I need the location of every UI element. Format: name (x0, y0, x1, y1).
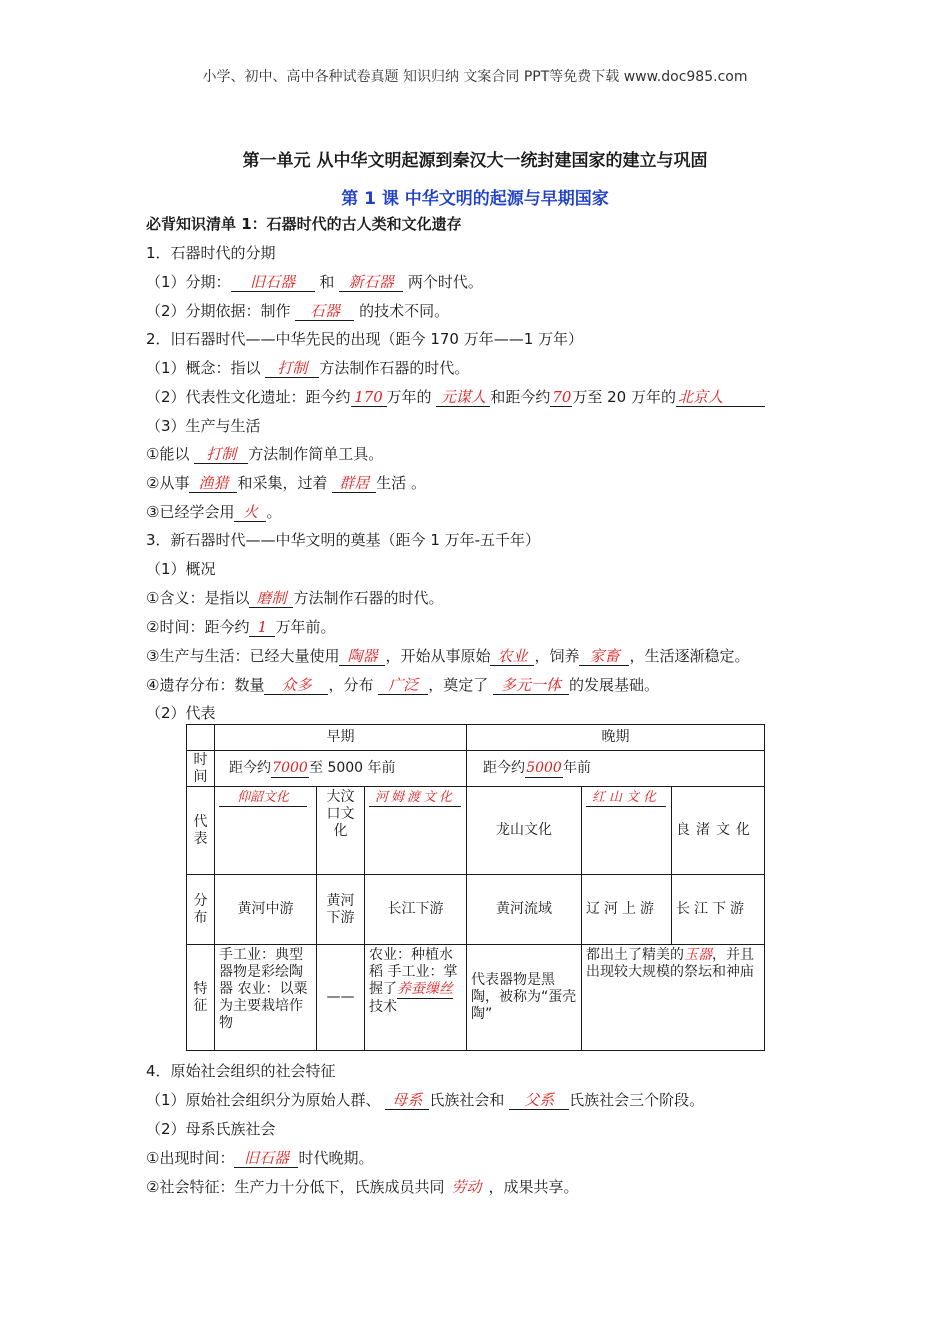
late-header: 晚期 (467, 725, 765, 751)
section-heading: 必背知识清单 1：石器时代的古人类和文化遗存 (146, 215, 462, 233)
unit-title: 第一单元 从中华文明起源到秦汉大一统封建国家的建立与巩固 (242, 151, 708, 171)
distribution-label: 分布 (187, 875, 215, 945)
s3-line2: ①含义：是指以 磨制 方法制作石器的时代。 (146, 589, 444, 607)
feat-yangshao: 手工业：典型器物是彩绘陶器 农业：以粟为主要栽培作物 (215, 945, 317, 1051)
s3-line4: ③生产与生活：已经大量使用 陶器 ，开始从事原始 农业 ，饲养 家畜 ，生活逐渐稳定。 (146, 647, 750, 665)
s2-line5: ②从事 渔猎 和采集，过着 群居 生活 。 (146, 474, 427, 492)
dist-hemudu: 长江下游 (365, 875, 467, 945)
feat-hemudu: 农业：种植水稻 手工业：掌握了养蚕缫丝技术 (365, 945, 467, 1051)
dist-yangshao: 黄河中游 (215, 875, 317, 945)
dist-hongshan: 辽河上游 (582, 875, 672, 945)
s2-line2: （2）代表性文化遗址：距今约 170 万年的 元谋人 和距今约 70万至 20 万年的 北京人 (146, 387, 765, 407)
s2-heading: 2．旧石器时代——中华先民的出现（距今 170 万年——1 万年） (146, 330, 584, 348)
s3-line1: （1）概况 (146, 560, 216, 578)
s4-line1: （1）原始社会组织分为原始人群、 母系 氏族社会和 父系 氏族社会三个阶段。 (146, 1091, 705, 1109)
feat-dawenkou: —— (317, 945, 365, 1051)
s4-line4: ②社会特征：生产力十分低下，氏族成员共同 劳动 ，成果共享。 (146, 1178, 579, 1196)
feat-longshan: 代表器物是黑陶，被称为“蛋壳陶” (467, 945, 582, 1051)
s3-heading: 3．新石器时代——中华文明的奠基（距今 1 万年-五千年） (146, 531, 541, 549)
s1-line1: （1）分期： 旧石器 和 新石器 两个时代。 (146, 273, 483, 291)
site-header: 小学、初中、高中各种试卷真题 知识归纳 文案合同 PPT等免费下载 www.doc985.com (202, 69, 748, 85)
feat-hongshan-liangzhu: 都出土了精美的玉器，并且出现较大规模的祭坛和神庙 (582, 945, 765, 1051)
representative-label: 代表 (187, 787, 215, 875)
s3-line5: ④遗存分布：数量 众多 ，分布 广泛 ，奠定了 多元一体 的发展基础。 (146, 676, 660, 694)
culture-longshan: 龙山文化 (467, 787, 582, 875)
late-time: 距今约5000年前 (467, 751, 765, 787)
s3-line6: （2）代表 (146, 704, 216, 722)
culture-liangzhu: 良渚文化 (672, 787, 765, 875)
early-time: 距今约7000至 5000 年前 (215, 751, 467, 787)
s4-line2: （2）母系氏族社会 (146, 1120, 276, 1138)
table-corner (187, 725, 215, 751)
culture-hongshan: 红山文化 (582, 787, 672, 875)
s4-line3: ①出现时间： 旧石器 时代晚期。 (146, 1149, 374, 1167)
representatives-table (186, 724, 765, 1051)
s1-line2: （2）分期依据：制作 石器 的技术不同。 (146, 302, 450, 320)
time-label: 时间 (187, 751, 215, 787)
dist-liangzhu: 长江下游 (672, 875, 765, 945)
s1-heading: 1．石器时代的分期 (146, 244, 276, 262)
early-header: 早期 (215, 725, 467, 751)
lesson-title: 第 1 课 中华文明的起源与早期国家 (341, 189, 609, 209)
feature-label: 特征 (187, 945, 215, 1051)
culture-hemudu: 河姆渡文化 (365, 787, 467, 875)
s3-line3: ②时间：距今约 1 万年前。 (146, 618, 336, 636)
culture-dawenkou: 大汶口文化 (317, 787, 365, 875)
s2-line4: ①能以 打制 方法制作简单工具。 (146, 445, 384, 463)
culture-yangshao: 仰韶文化 (215, 787, 317, 875)
s2-line1: （1）概念：指以 打制 方法制作石器的时代。 (146, 359, 470, 377)
s2-line3: （3）生产与生活 (146, 417, 261, 435)
s4-heading: 4．原始社会组织的社会特征 (146, 1062, 336, 1080)
dist-longshan: 黄河流域 (467, 875, 582, 945)
dist-dawenkou: 黄河下游 (317, 875, 365, 945)
s2-line6: ③已经学会用 火 。 (146, 503, 282, 521)
